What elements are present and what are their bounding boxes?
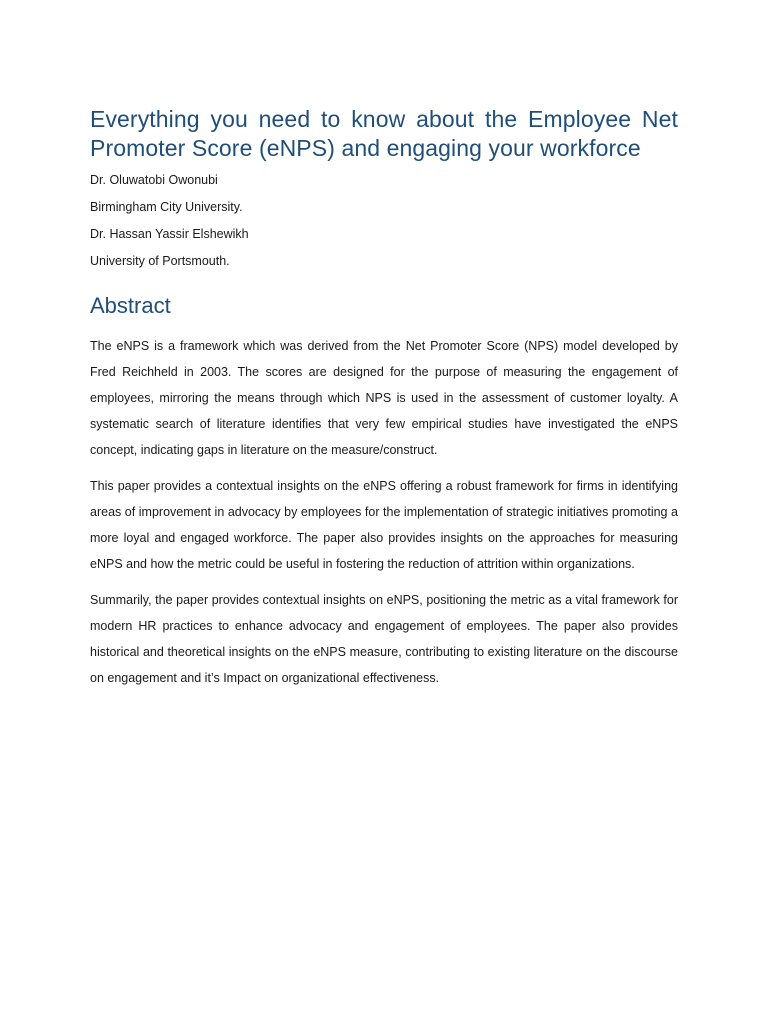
abstract-paragraph: The eNPS is a framework which was derived from the Net Promoter Score (NPS) model developed by Fred Reichheld in 2003. The scores are designed for the purpose of measuring the engagement of employees, mirroring the means through which NPS is used in the assessment of customer loyalty. A systematic search of literature identifies that very few empirical studies have investigated the eNPS concept, indicating gaps in literature on the measure/construct. — [90, 339, 678, 457]
abstract-body — [90, 333, 678, 691]
paper-title: Everything you need to know about the Employee Net Promoter Score (eNPS) and engaging your workforce — [90, 106, 678, 161]
paper-page — [90, 105, 678, 701]
abstract-paragraph: This paper provides a contextual insights on the eNPS offering a robust framework for firms in identifying areas of improvement in advocacy by employees for the implementation of strategic initiatives promoting a more loyal and engaged workforce. The paper also provides insights on the approaches for measuring eNPS and how the metric could be useful in fostering the reduction of attrition within organizations. — [90, 479, 678, 571]
author-affiliation: University of Portsmouth. — [90, 254, 230, 268]
abstract-paragraph: Summarily, the paper provides contextual insights on eNPS, positioning the metric as a vital framework for modern HR practices to enhance advocacy and engagement of employees. The paper also provides historical and theoretical insights on the eNPS measure, contributing to existing literature on the discourse on engagement and it’s Impact on organizational effectiveness. — [90, 593, 678, 685]
abstract-heading: Abstract — [90, 293, 171, 318]
author-affiliation: Birmingham City University. — [90, 200, 243, 214]
author-name: Dr. Hassan Yassir Elshewikh — [90, 227, 249, 241]
author-name: Dr. Oluwatobi Owonubi — [90, 173, 218, 187]
author-block — [90, 167, 678, 275]
